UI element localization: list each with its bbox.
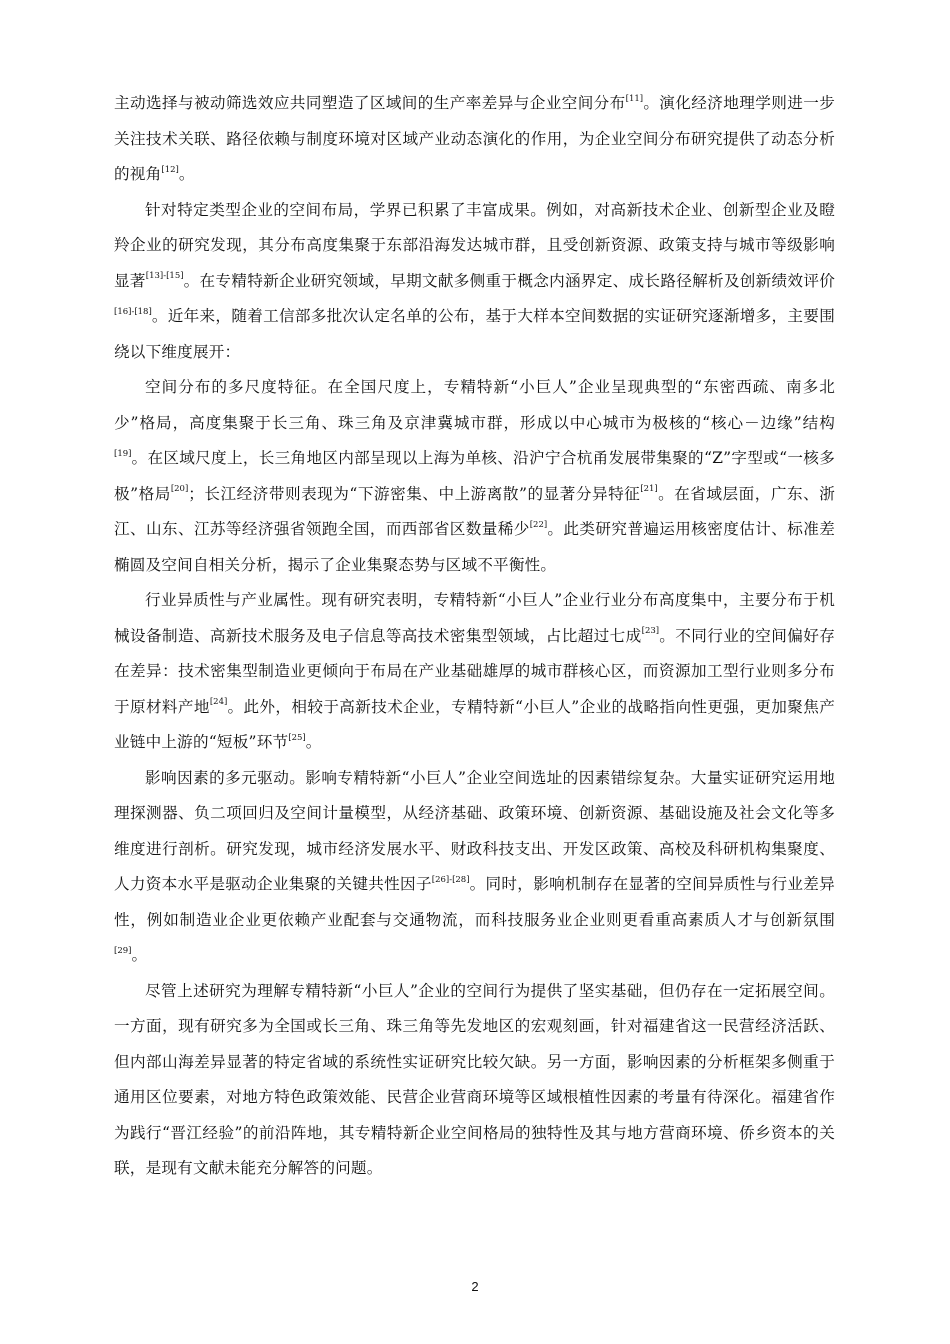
paragraph-text: 针对特定类型企业的空间布局，学界已积累了丰富成果。例如，对高新技术企业、创新型企业及瞪羚企业的研究发现，其分布高度集聚于东部沿海发达城市群，且受创新资源、政策支持与城市等级影响显著 [114, 200, 835, 290]
citation-marker: [26]-[28] [431, 874, 470, 885]
citation-marker: [22] [529, 519, 548, 530]
paragraph-1 [114, 86, 835, 193]
paragraph-text: 主动选择与被动筛选效应共同塑造了区域间的生产率差异与企业空间分布 [114, 94, 626, 112]
paragraph-5 [114, 761, 835, 974]
paragraph-2 [114, 193, 835, 371]
paragraph-text: 。在专精特新企业研究领域，早期文献多侧重于概念内涵界定、成长路径解析及创新绩效评价 [183, 271, 835, 290]
citation-marker: [24] [209, 697, 228, 708]
paragraph-6 [114, 974, 835, 1187]
paragraph-text: 。不同行业的空间偏好存在差异：技术密集型制造业更倾向于布局在产业基础雄厚的城市群核心区，而资源加工型行业则多分布于原材料产地 [114, 626, 835, 716]
citation-marker: [12] [161, 164, 179, 175]
paragraph-text: 。近年来，随着工信部多批次认定名单的公布，基于大样本空间数据的实证研究逐渐增多，主要围绕以下维度展开： [114, 307, 835, 361]
paragraph-text: 行业异质性与产业属性。现有研究表明，专精特新“小巨人”企业行业分布高度集中，主要分布于机械设备制造、高新技术服务及电子信息等高技术密集型领域，占比超过七成 [114, 591, 835, 645]
paragraph-text: 空间分布的多尺度特征。在全国尺度上，专精特新“小巨人”企业呈现典型的“东密西疏、南多北少”格局，高度集聚于长三角、珠三角及京津冀城市群，形成以中心城市为极核的“核心－边缘”结构 [114, 378, 835, 432]
paragraph-text: 尽管上述研究为理解专精特新“小巨人”企业的空间行为提供了坚实基础，但仍存在一定拓展空间。一方面，现有研究多为全国或长三角、珠三角等先发地区的宏观刻画，针对福建省这一民营经济活跃、但内部山海差异显著的特定省域的系统性实证研究比较欠缺。另一方面，影响因素的分析框架多侧重于通用区位要素，对地方特色政策效能、民营企业营商环境等区域根植性因素的考量有待深化。福建省作为践行“晋江经验”的前沿阵地，其专精特新企业空间格局的独特性及其与地方营商环境、侨乡资本的关联，是现有文献未能充分解答的问题。 [114, 981, 835, 1177]
citation-marker: [11] [625, 93, 644, 104]
paragraph-text: 。在区域尺度上，长三角地区内部呈现以上海为单核、沿沪宁合杭甬发展带集聚的“Z”字型或“一核多极”格局 [114, 449, 835, 503]
page-number: 2 [471, 1279, 479, 1294]
paragraph-text: 。此类研究普遍运用核密度估计、标准差椭圆及空间自相关分析，揭示了企业集聚态势与区域不平衡性。 [114, 520, 835, 574]
paragraph-text: 。 [305, 733, 322, 751]
citation-marker: [19] [114, 448, 132, 459]
citation-marker: [21] [640, 484, 658, 495]
citation-marker: [20] [170, 484, 189, 495]
paragraph-text: 。 [178, 165, 195, 183]
paragraph-3 [114, 370, 835, 583]
paragraph-text: 影响因素的多元驱动。影响专精特新“小巨人”企业空间选址的因素错综复杂。大量实证研究运用地理探测器、负二项回归及空间计量模型，从经济基础、政策环境、创新资源、基础设施及社会文化等多维度进行剖析。研究发现，城市经济发展水平、财政科技支出、开发区政策、高校及科研机构集聚度、人力资本水平是驱动企业集聚的关键共性因子 [114, 768, 835, 893]
citation-marker: [16]-[18] [114, 306, 152, 317]
page-body [114, 86, 835, 1187]
paragraph-text: 。此外，相较于高新技术企业，专精特新“小巨人”企业的战略指向性更强，更加聚焦产业链中上游的“短板”环节 [114, 697, 835, 751]
paragraph-text: 。 [131, 946, 148, 964]
paragraph-text: 。演化经济地理学则进一步关注技术关联、路径依赖与制度环境对区域产业动态演化的作用，为企业空间分布研究提供了动态分析的视角 [114, 94, 835, 183]
citation-marker: [13]-[15] [145, 271, 184, 282]
citation-marker: [25] [288, 732, 306, 743]
citation-marker: [29] [114, 945, 132, 956]
paragraph-text: ；长江经济带则表现为“下游密集、中上游离散”的显著分异特征 [188, 484, 641, 503]
paragraph-text: 。同时，影响机制存在显著的空间异质性与行业差异性，例如制造业企业更依赖产业配套与交通物流，而科技服务业企业则更看重高素质人才与创新氛围 [114, 875, 835, 929]
citation-marker: [23] [641, 626, 660, 637]
paragraph-4 [114, 583, 835, 761]
paragraph-text: 。在省域层面，广东、浙江、山东、江苏等经济强省领跑全国，而西部省区数量稀少 [114, 484, 835, 538]
